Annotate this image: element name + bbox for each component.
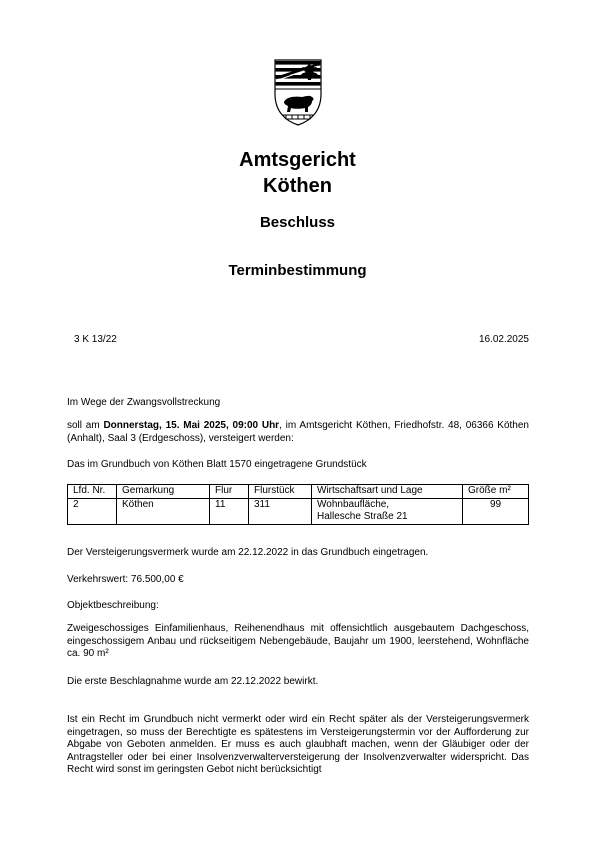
table-cell: 2 bbox=[68, 498, 117, 524]
auction-prefix: soll am bbox=[67, 420, 104, 431]
decision-title: Beschluss bbox=[259, 214, 336, 231]
intro-text: Im Wege der Zwangsvollstreckung bbox=[67, 397, 221, 408]
table-cell-line: Wohnbaufläche, bbox=[317, 498, 390, 510]
object-description: Zweigeschossiges Einfamilienhaus, Reihenendhaus mit offensichtlich ausgebautem Dachgeschoss, eingeschossigem Anbau und rückseitigem Nebengebäude, Baujahr um 1900, leerstehend, Wohnfläche ca. 90 m² bbox=[67, 623, 529, 659]
table-cell: 11 bbox=[210, 498, 249, 524]
table-row bbox=[68, 498, 529, 524]
table-header: Wirtschaftsart und Lage bbox=[312, 485, 463, 499]
table-header: Flurstück bbox=[249, 485, 312, 499]
vermerk-text: Der Versteigerungsvermerk wurde am 22.12.2022 in das Grundbuch eingetragen. bbox=[67, 547, 429, 558]
document-date: 16.02.2025 bbox=[478, 334, 529, 345]
table-header: Lfd. Nr. bbox=[68, 485, 117, 499]
table-header-row bbox=[68, 485, 529, 499]
rights-notice: Ist ein Recht im Grundbuch nicht vermerkt oder wird ein Recht später als der Versteigerungsvermerk eingetragen, so muss der Berechtigte es spätestens im Versteigerungstermin vor der Aufforderung zur Abgabe von Geboten anmelden. Er muss es auch glaubhaft machen, wenn der Gläubiger oder der Antragsteller oder bei einer Insolvenzverwalterversteigerung der Insolvenzverwalter widerspricht. Das Recht wird sonst im geringsten Gebot nicht berücksichtigt bbox=[67, 714, 529, 775]
object-label: Objektbeschreibung: bbox=[67, 600, 159, 611]
table-header: Größe m² bbox=[463, 485, 529, 499]
file-number: 3 K 13/22 bbox=[74, 334, 117, 345]
auction-suffix: , im Amtsgericht Köthen, Friedhofstr. 48, 06366 Köthen (Anhalt), Saal 3 (Erdgeschoss), versteigert werden: bbox=[67, 420, 529, 444]
land-register-table bbox=[67, 484, 529, 525]
subject-title: Terminbestimmung bbox=[228, 262, 367, 279]
table-header: Gemarkung bbox=[117, 485, 210, 499]
court-name-line2: Köthen bbox=[263, 175, 332, 197]
table-cell-line: Hallesche Straße 21 bbox=[317, 511, 408, 522]
coat-of-arms-emblem bbox=[272, 58, 324, 126]
land-register-text: Das im Grundbuch von Köthen Blatt 1570 eingetragene Grundstück bbox=[67, 459, 367, 470]
table-header: Flur bbox=[210, 485, 249, 499]
table-cell: Köthen bbox=[117, 498, 210, 524]
table-cell bbox=[312, 498, 463, 524]
table-cell: 311 bbox=[249, 498, 312, 524]
value-text: Verkehrswert: 76.500,00 € bbox=[67, 574, 184, 585]
table-cell: 99 bbox=[463, 498, 529, 524]
court-name-line1: Amtsgericht bbox=[239, 149, 356, 171]
auction-paragraph bbox=[67, 420, 529, 445]
seizure-text: Die erste Beschlagnahme wurde am 22.12.2022 bewirkt. bbox=[67, 676, 319, 687]
auction-date: Donnerstag, 15. Mai 2025, 09:00 Uhr bbox=[103, 420, 280, 431]
